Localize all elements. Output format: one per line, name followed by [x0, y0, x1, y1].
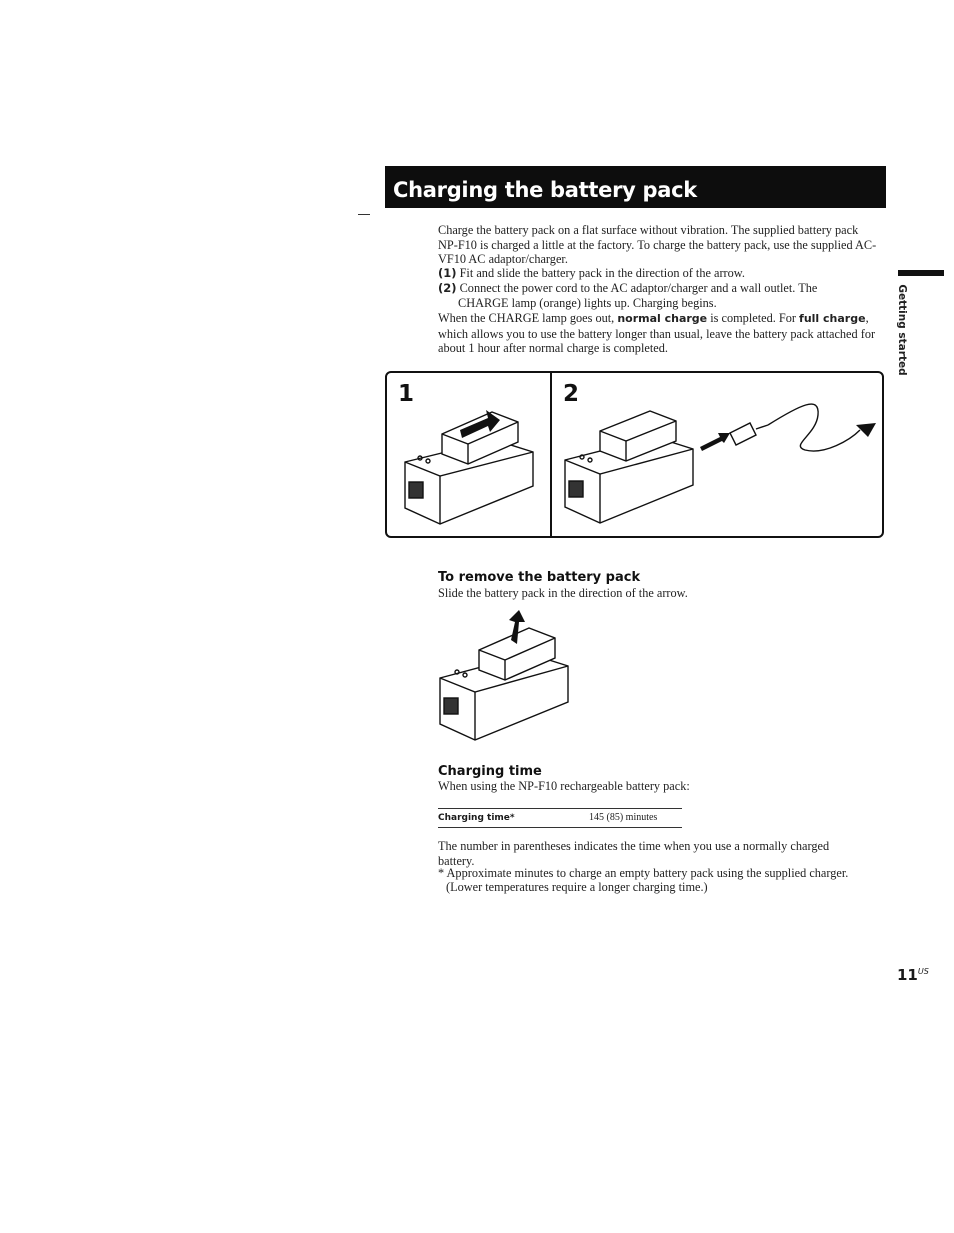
figure-label-1: 1: [398, 381, 415, 407]
note-text-3: , which allows you to use the battery longer than usual, leave the battery pack attached for about 1 hour after normal charge is completed.: [438, 311, 876, 355]
margin-mark: [358, 214, 370, 215]
table-value: 145 (85) minutes: [589, 812, 658, 823]
charge-note: [438, 311, 880, 356]
note-text-1: When the CHARGE lamp goes out,: [438, 311, 618, 325]
table-bottom-rule: [438, 827, 682, 828]
side-tab-marker: [898, 270, 944, 276]
remove-heading: To remove the battery pack: [438, 570, 641, 585]
parentheses-note: The number in parentheses indicates the time when you use a normally charged battery.: [438, 839, 830, 868]
note-text-2: is completed. For: [707, 311, 800, 325]
figure-label-2: 2: [563, 381, 580, 407]
title-bar: [385, 166, 886, 208]
page-number-suffix: US: [917, 967, 929, 976]
full-charge-term: full charge: [799, 312, 866, 325]
side-tab-label: Getting started: [896, 284, 908, 376]
step-2-number: (2): [438, 281, 457, 295]
charger-illustration-1: [400, 400, 540, 530]
step-1-text: Fit and slide the battery pack in the direction of the arrow.: [459, 266, 745, 280]
page-number: [897, 966, 929, 984]
remove-text: Slide the battery pack in the direction of the arrow.: [438, 586, 688, 600]
intro-paragraph: Charge the battery pack on a flat surface without vibration. The supplied battery pack NP-F10 is charged a little at the factory. To charge the battery pack, use the supplied AC-VF10 AC adaptor/charger.: [438, 223, 877, 266]
step-2-text-cont: CHARGE lamp (orange) lights up. Charging begins.: [458, 295, 717, 310]
page-number-value: 11: [897, 966, 918, 984]
page-title: Charging the battery pack: [393, 178, 697, 202]
normal-charge-term: normal charge: [617, 312, 708, 325]
remove-illustration: [435, 610, 575, 745]
charging-time-text: When using the NP-F10 rechargeable battery pack:: [438, 779, 690, 793]
table-label: Charging time*: [438, 813, 515, 823]
step-1-number: (1): [438, 266, 457, 280]
step-1: [438, 266, 878, 281]
illustration-divider: [550, 373, 552, 536]
temperature-note: (Lower temperatures require a longer charging time.): [446, 880, 708, 894]
approx-note: * Approximate minutes to charge an empty battery pack using the supplied charger.: [438, 866, 849, 880]
step-2-text: Connect the power cord to the AC adaptor/charger and a wall outlet. The: [459, 281, 818, 295]
table-top-rule: [438, 808, 682, 809]
charger-illustration-2: [560, 395, 880, 530]
step-2: [438, 281, 878, 310]
charging-time-heading: Charging time: [438, 764, 542, 779]
